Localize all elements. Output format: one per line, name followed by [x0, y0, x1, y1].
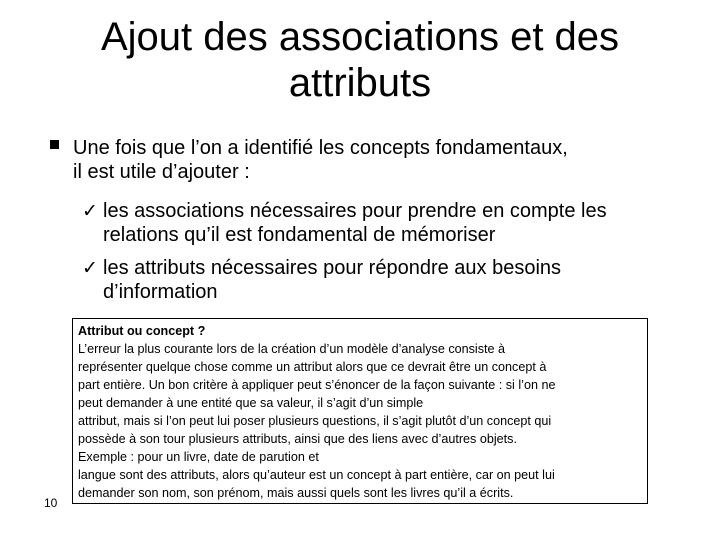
- sub-bullet-line: les attributs nécessaires pour répondre aux besoins: [103, 257, 562, 279]
- note-line: attribut, mais si l’on peut lui poser plusieurs questions, il s’agit plutôt d’un concept qui: [78, 414, 552, 428]
- note-line: peut demander à une entité que sa valeur, il s’agit d’un simple: [78, 396, 424, 410]
- sub-bullet-attributes: [82, 256, 692, 304]
- checkmark-icon: ✓: [82, 200, 98, 222]
- slide-title-line: Ajout des associations et des: [100, 15, 620, 59]
- note-line: demander son nom, son prénom, mais aussi quels sont les livres qu’il a écrits.: [78, 486, 514, 500]
- note-heading: Attribut ou concept ?: [78, 324, 206, 338]
- note-line: possède à son tour plusieurs attributs, ainsi que des liens avec d’autres objets.: [78, 432, 517, 446]
- note-line: Exemple : pour un livre, date de parution et: [78, 450, 319, 464]
- sub-bullet-associations: [82, 199, 692, 247]
- sub-bullet-text: [103, 256, 692, 304]
- slide-title: [40, 14, 680, 106]
- sub-bullet-line: relations qu’il est fondamental de mémoriser: [103, 224, 496, 246]
- sub-bullet-text: [103, 199, 692, 247]
- main-bullet-line: il est utile d’ajouter :: [73, 161, 250, 183]
- sub-bullet-line: les associations nécessaires pour prendre en compte les: [103, 200, 607, 222]
- main-bullet-line: Une fois que l’on a identifié les concepts fondamentaux,: [73, 137, 568, 159]
- main-bullet-text: [73, 136, 690, 184]
- note-line: L’erreur la plus courante lors de la création d’un modèle d’analyse consiste à: [78, 342, 506, 356]
- note-line: langue sont des attributs, alors qu’auteur est un concept à part entière, car on peut lui: [78, 468, 555, 482]
- checkmark-icon: ✓: [82, 257, 98, 279]
- sub-bullet-line: d’information: [103, 281, 218, 303]
- page-number: 10: [44, 496, 58, 510]
- note-line: part entière. Un bon critère à appliquer peut s’énoncer de la façon suivante : si l’on ne: [78, 378, 556, 392]
- main-bullet: [50, 136, 690, 184]
- note-box: [72, 318, 648, 504]
- square-bullet-icon: [50, 140, 59, 149]
- slide-title-line: attributs: [288, 61, 432, 105]
- note-line: représenter quelque chose comme un attribut alors que ce devrait être un concept à: [78, 360, 547, 374]
